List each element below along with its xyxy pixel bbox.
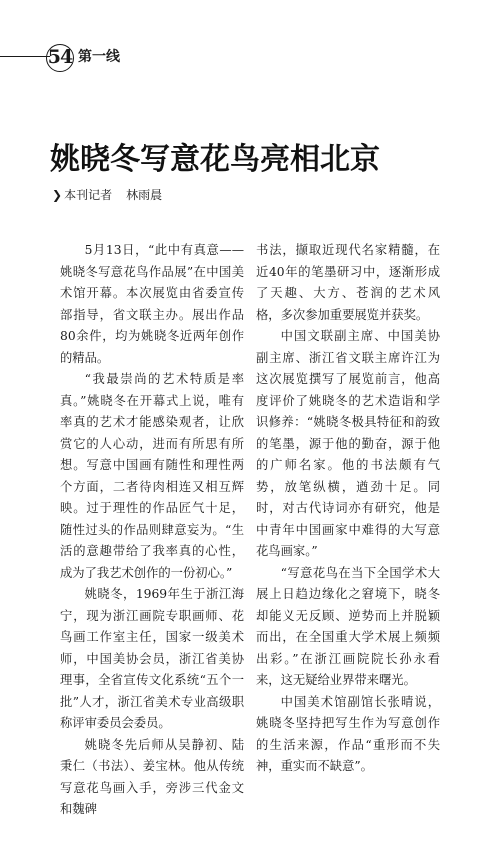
paragraph: 姚晓冬，1969年生于浙江海宁，现为浙江画院专职画师、花鸟画工作室主任，国家一级美术师，中国美协会员，浙江省美协理事，全省宣传文化系统“五个一批”人才，浙江省美术专业高级职称评审委员会委员。: [60, 587, 244, 730]
paragraph: “我最崇尚的艺术特质是率真。”姚晓冬在开幕式上说，唯有率真的艺术才能感染观者，让欣赏它的人心动，进而有所思有所想。写意中国画有随性和理性两个方面，二者待肉相连又相互辉映。过于理性的作品匠气十足，随性过头的作品则肆意妄为。“生活的意趣带给了我率真的心性，成为了我艺术创作的一份初心。”: [60, 372, 244, 580]
paragraph: 5月13日，“此中有真意——姚晓冬写意花鸟作品展”在中国美术馆开幕。本次展览由省委宣传部指导，省文联主办。展出作品80余件，均为姚晓冬近两年创作的精品。: [60, 243, 244, 365]
byline: [52, 186, 162, 204]
author-name: 林雨晨: [126, 188, 163, 202]
paragraph: “写意花鸟在当下全国学术大展上日趋边缘化之窘境下，晓冬却能义无反顾、逆势而上并脱颖而出，在全国重大学术展上频频出彩。”在浙江画院院长孙永看来，这无疑给业界带来曙光。: [256, 565, 440, 687]
paragraph: 姚晓冬先后师从吴静初、陆秉仁（书法）、姜宝林。他从传统写意花鸟画入手，旁涉三代金文和魏碑: [60, 737, 244, 816]
paragraph: 中国文联副主席、中国美协副主席、浙江省文联主席许江为这次展览撰写了展览前言，他高度评价了姚晓冬的艺术造诣和学识修养：“姚晓冬极具特征和韵致的笔墨，源于他的勤奋，源于他的广师名家。他的书法颇有气势，放笔纵横，遒劲十足。同时，对古代诗词亦有研究，他是中青年中国画家中难得的大写意花鸟画家。”: [256, 329, 440, 558]
section-name: 第一线: [78, 49, 120, 65]
page-number: 54: [46, 44, 74, 72]
header-rule: [0, 56, 50, 57]
paragraph-continuation: 书法，撷取近现代名家精髓，在近40年的笔墨研习中，逐渐形成了天趣、大方、苍润的艺术风格，多次参加重要展览并获奖。: [256, 243, 440, 322]
byline-label: 本刊记者: [64, 188, 113, 202]
article-column-left: [60, 240, 244, 821]
chevron-right-icon: ❯: [52, 188, 63, 202]
article-title: 姚晓冬写意花鸟亮相北京: [50, 142, 380, 177]
paragraph: 中国美术馆副馆长张晴说，姚晓冬坚持把写生作为写意创作的生活来源，作品“重形而不失神，重实而不缺意”。: [256, 694, 440, 773]
article-column-right: [256, 240, 440, 778]
